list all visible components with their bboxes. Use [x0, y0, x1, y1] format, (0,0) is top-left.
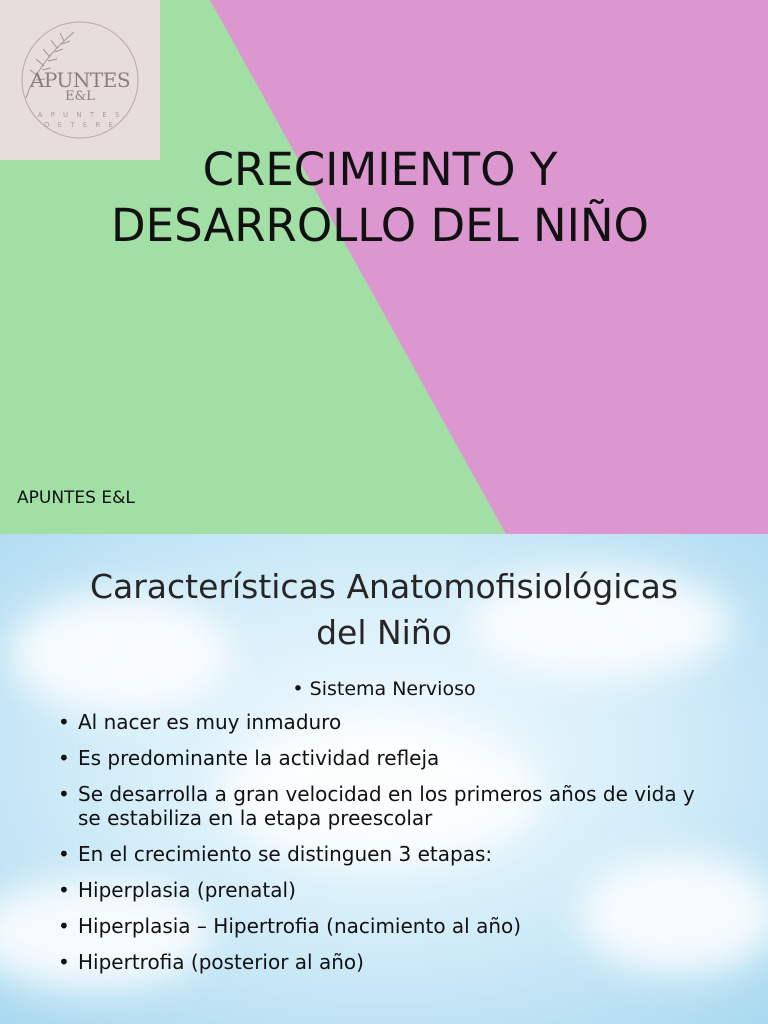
- list-item: [58, 746, 718, 770]
- slide-title-line1: CRECIMIENTO Y: [202, 143, 558, 196]
- list-item-text: Al nacer es muy inmaduro: [78, 710, 342, 734]
- list-item: [58, 842, 718, 866]
- bullet-icon: •: [58, 914, 70, 938]
- logo-subtitle-line1: A P U N T E S: [37, 111, 123, 119]
- list-item-text: En el crecimiento se distinguen 3 etapas:: [78, 842, 493, 866]
- logo-monogram: E&L: [65, 89, 95, 104]
- author-label: APUNTES E&L: [17, 488, 135, 508]
- list-item: [58, 914, 718, 938]
- list-item-text: Hiperplasia – Hipertrofia (nacimiento al año): [78, 914, 522, 938]
- logo-subtitle-line2: D E T E R E: [44, 121, 116, 129]
- slide-title-line2: DESARROLLO DEL NIÑO: [111, 199, 649, 252]
- content-title-line1: Características Anatomofisiológicas: [89, 567, 679, 606]
- bullet-icon: •: [58, 710, 70, 734]
- list-item-text: Hipertrofia (posterior al año): [78, 950, 364, 974]
- content-slide: [0, 534, 768, 1024]
- list-item-text: Se desarrolla a gran velocidad en los primeros años de vida y se estabiliza en la etapa preescolar: [78, 782, 695, 830]
- list-item: [58, 782, 718, 830]
- bullet-icon: •: [58, 878, 70, 902]
- bullet-icon: •: [58, 782, 70, 806]
- bullet-icon: •: [58, 746, 70, 770]
- bullet-list: [58, 710, 718, 986]
- logo: [0, 0, 160, 160]
- logo-word: APUNTES: [29, 68, 131, 92]
- bullet-icon: •: [58, 950, 70, 974]
- slide-title: [80, 142, 680, 254]
- content-title: [40, 564, 728, 656]
- list-item-text: Es predominante la actividad refleja: [78, 746, 440, 770]
- subsection-heading: • Sistema Nervioso: [292, 678, 476, 700]
- list-item-text: Hiperplasia (prenatal): [78, 878, 296, 902]
- bullet-icon: •: [58, 842, 70, 866]
- list-item: [58, 878, 718, 902]
- list-item: [58, 710, 718, 734]
- content-title-line2: del Niño: [316, 613, 452, 652]
- list-item: [58, 950, 718, 974]
